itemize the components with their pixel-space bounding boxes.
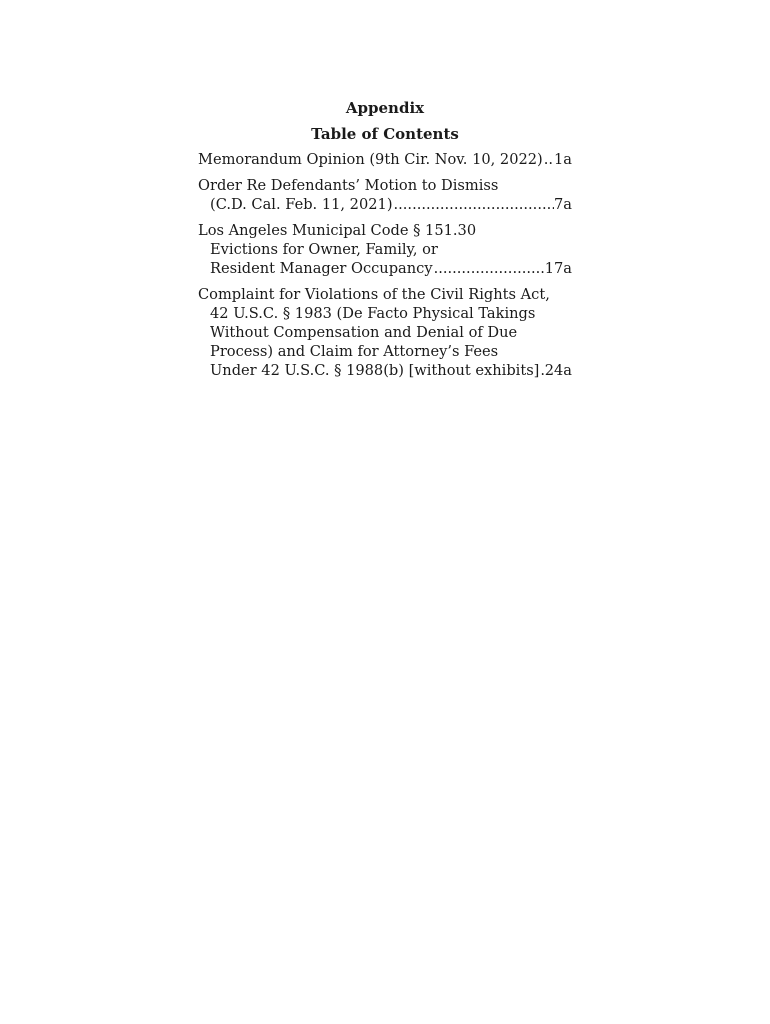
toc-entry-text: Without Compensation and Denial of Due bbox=[210, 324, 518, 341]
toc-page-number: 7a bbox=[554, 196, 572, 213]
toc-page-number: 1a bbox=[554, 151, 572, 168]
toc-entry-text: Order Re Defendants’ Motion to Dismiss bbox=[198, 177, 499, 194]
toc-entry-text: Under 42 U.S.C. § 1988(b) [without exhibits] bbox=[210, 362, 540, 379]
toc-page-number: 17a bbox=[544, 260, 572, 277]
toc-title: Table of Contents bbox=[311, 125, 459, 143]
toc-entry-last-line bbox=[198, 195, 572, 214]
toc-entry-text: Complaint for Violations of the Civil Rights Act, bbox=[198, 286, 550, 303]
toc-entry-text: Los Angeles Municipal Code § 151.30 bbox=[198, 222, 477, 239]
appendix-page bbox=[198, 98, 572, 387]
toc-entry-text: Process) and Claim for Attorney’s Fees bbox=[210, 343, 499, 360]
toc-entry-last-line bbox=[198, 361, 572, 380]
toc-entry-text: Memorandum Opinion (9th Cir. Nov. 10, 2022) bbox=[198, 151, 543, 168]
toc-entry bbox=[198, 285, 572, 380]
appendix-title: Appendix bbox=[345, 99, 425, 117]
toc-entry-last-line bbox=[198, 150, 572, 169]
toc-entry-text: Evictions for Owner, Family, or bbox=[210, 241, 438, 258]
toc-entry-text: 42 U.S.C. § 1983 (De Facto Physical Takings bbox=[210, 305, 536, 322]
toc-page-number: 24a bbox=[544, 362, 572, 379]
dot-leader bbox=[433, 259, 545, 278]
toc-entry bbox=[198, 176, 572, 214]
dot-leader bbox=[393, 195, 554, 214]
toc-entry bbox=[198, 150, 572, 169]
toc-entry-text: (C.D. Cal. Feb. 11, 2021) bbox=[210, 196, 393, 213]
dot-leader bbox=[543, 150, 554, 169]
toc-entry bbox=[198, 221, 572, 278]
toc-entry-last-line bbox=[198, 259, 572, 278]
toc-entry-text: Resident Manager Occupancy bbox=[210, 260, 433, 277]
